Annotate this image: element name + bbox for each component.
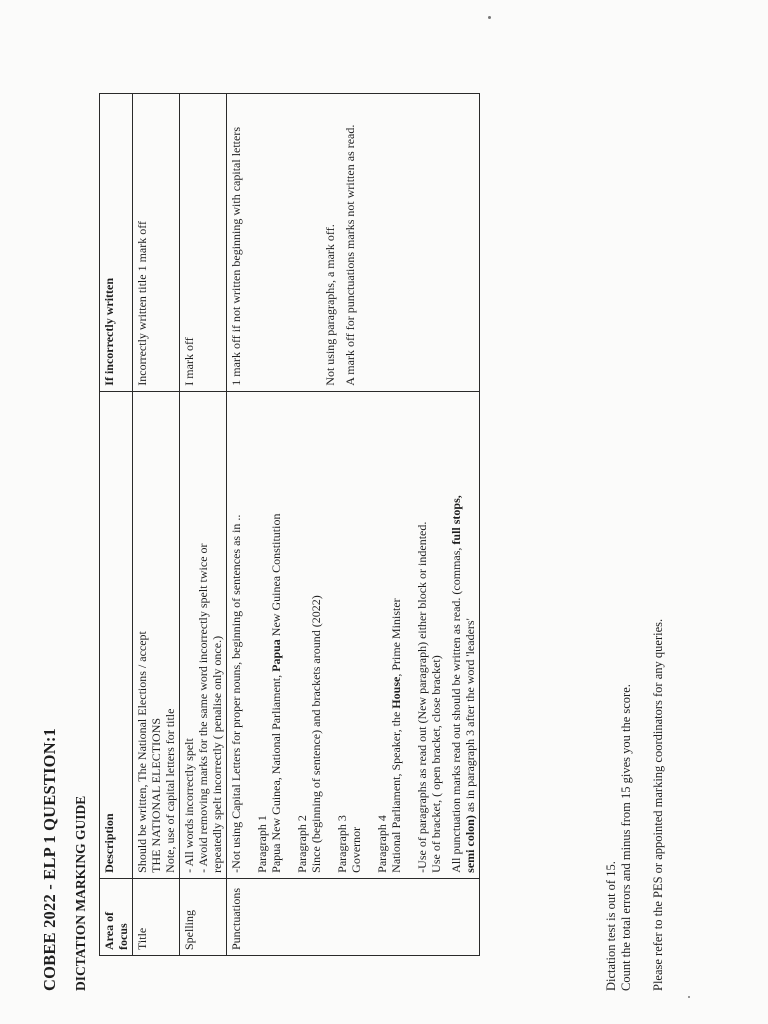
punctuation-marks-rule-start: All punctuation marks read out should be written as read. (commas, (449, 544, 463, 873)
paragraphs-rule-line-1: -Use of paragraphs as read out (New paragraph) either block or indented. (415, 521, 429, 873)
cell-area-spelling: Spelling (180, 878, 227, 955)
penalty-punctuation-marks: A mark off for punctuations marks not written as read. (343, 124, 357, 386)
cell-penalty-punctuations (227, 94, 480, 392)
cell-penalty-spelling: I mark off (180, 94, 227, 392)
cell-description-punctuations (227, 391, 480, 878)
capitals-rule: -Not using Capital Letters for proper nouns, beginning of sentences as in .. (229, 514, 243, 873)
description-line: Should be written, The National Elections / accept (135, 631, 149, 873)
table-header-row (100, 94, 133, 956)
punctuation-marks-bold-1: full stops, (449, 495, 463, 545)
cell-description-spelling (180, 391, 227, 878)
cell-penalty-title: Incorrectly written title 1 mark off (133, 94, 180, 392)
description-line: repeatedly spelt incorrectly ( penalise only once.) (210, 635, 224, 873)
paragraph-2-heading: Paragraph 2 (295, 815, 309, 873)
document-title: COBEE 2022 - ELP 1 QUESTION:1 (40, 728, 59, 991)
punctuation-marks-rule-end: as in paragraph 3 after the word 'leaders' (463, 618, 477, 816)
footer-score-total: Dictation test is out of 15. (604, 861, 618, 991)
paragraph-3-heading: Paragraph 3 (335, 815, 349, 873)
paragraph-4-text (389, 397, 403, 873)
scan-speck (688, 996, 690, 998)
paragraph-1-text (269, 397, 283, 873)
cell-area-title: Title (133, 878, 180, 955)
punctuation-marks-bold-2: semi colon) (463, 815, 477, 873)
footer-scoring-instruction: Count the total errors and minus from 15 gives you the score. (619, 684, 633, 991)
header-area-of-focus: Area of focus (100, 878, 133, 955)
description-line: Note, use of capital letters for title (163, 708, 177, 873)
description-line: THE NATIONAL ELECTIONS (149, 717, 163, 873)
footer-queries-note: Please refer to the PES or appointed marking coordinators for any queries. (651, 618, 665, 991)
description-line: - Avoid removing marks for the same word incorrectly spelt twice or (196, 543, 210, 873)
penalty-paragraphs: Not using paragraphs, a mark off. (323, 224, 337, 386)
description-line: - All words incorrectly spelt (182, 738, 196, 873)
paragraph-1-bold-word: Papua (269, 639, 283, 672)
paragraphs-rule-line-2: Use of bracket, ( open bracket, close bracket) (429, 655, 443, 873)
scan-speck (488, 16, 491, 19)
table-row-title (133, 94, 180, 956)
marking-guide-table (99, 93, 480, 956)
paragraph-1-heading: Paragraph 1 (255, 815, 269, 873)
punctuation-marks-rule (449, 397, 477, 873)
header-description: Description (100, 391, 133, 878)
header-if-incorrectly-written: If incorrectly written (100, 94, 133, 392)
paragraph-1-text-end: New Guinea Constitution (269, 513, 283, 640)
table-row-punctuations (227, 94, 480, 956)
paragraph-4-heading: Paragraph 4 (375, 815, 389, 873)
document-subtitle: DICTATION MARKING GUIDE (73, 795, 88, 991)
paragraph-4-text-end: , Prime Minister (389, 598, 403, 677)
footer-notes (604, 619, 666, 991)
paragraph-4-text-start: National Parliament, Speaker, the (389, 708, 403, 873)
paragraph-3-text: Governor (349, 826, 363, 873)
table-row-spelling (180, 94, 227, 956)
cell-area-punctuations: Punctuations (227, 878, 480, 955)
paragraph-1-text-start: Papua New Guinea, National Parliament, (269, 671, 283, 873)
paragraph-2-text: Since (beginning of sentence) and brackets around (2022) (309, 595, 323, 873)
penalty-capitals: 1 mark off if not written beginning with capital letters (229, 126, 243, 386)
paragraph-4-bold-word: House (389, 676, 403, 709)
cell-description-title (133, 391, 180, 878)
